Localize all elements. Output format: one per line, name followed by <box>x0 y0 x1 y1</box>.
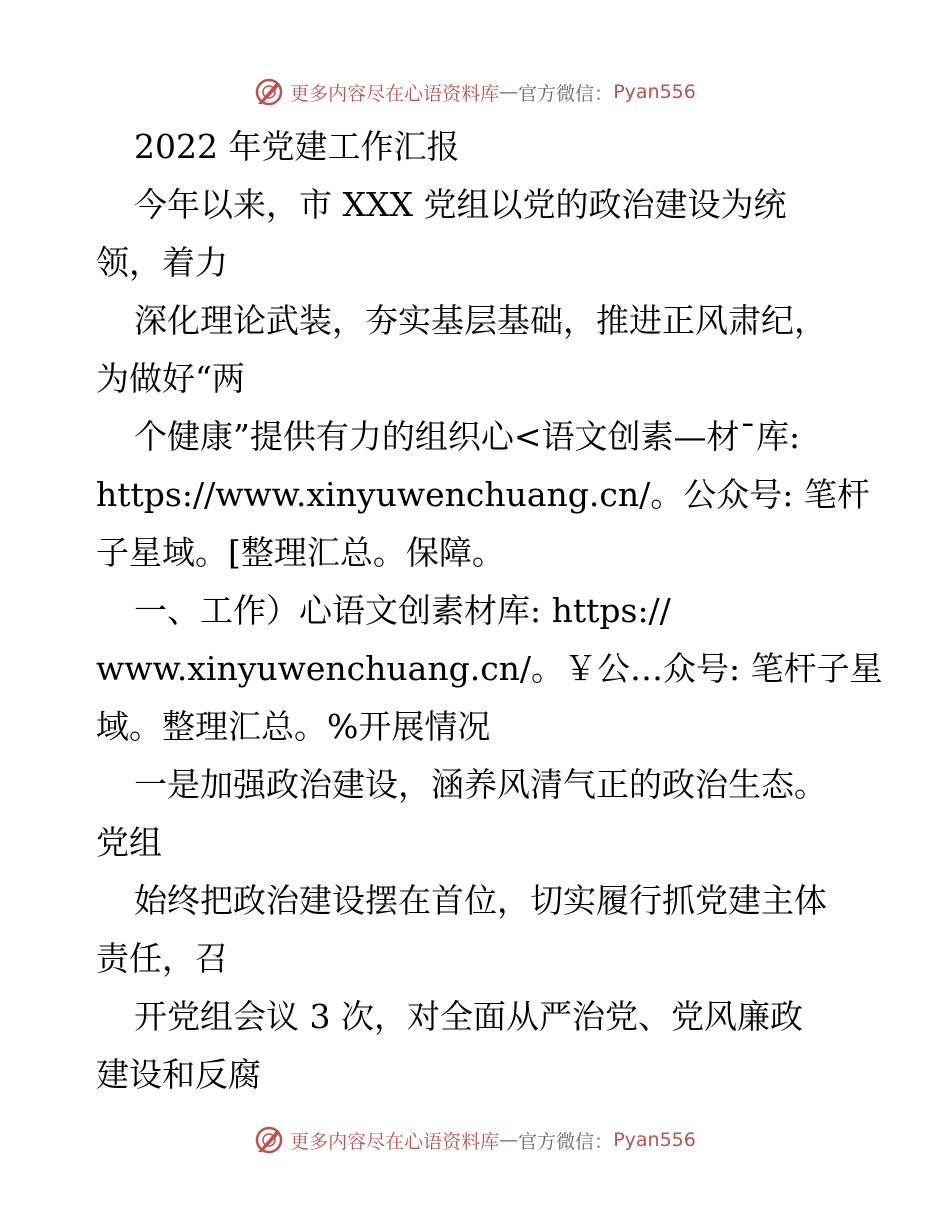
footer-watermark <box>0 1120 950 1160</box>
text-line: 域。整理汇总。%开展情况 <box>96 707 491 746</box>
text-line: 建设和反腐 <box>96 1055 261 1094</box>
watermark-wechat-id: Pyan556 <box>613 1129 696 1151</box>
text-line: 党组 <box>96 823 162 862</box>
document-body <box>96 118 883 1104</box>
text-line: https://www.xinyuwenchuang.cn/。公众号: 笔杆 <box>96 475 870 514</box>
watermark-text: 更多内容尽在心语资料库 <box>290 1130 500 1153</box>
watermark-text: 更多内容尽在心语资料库 <box>290 82 500 105</box>
text-line: 今年以来，市 XXX 党组以党的政治建设为统 <box>134 185 787 224</box>
text-line: 开党组会议 3 次，对全面从严治党、党风廉政 <box>134 997 803 1036</box>
watermark-separator: — <box>499 1129 519 1151</box>
section-heading-line: 一、工作）心语文创素材库: https:// <box>134 591 671 630</box>
document-title: 2022 年党建工作汇报 <box>134 127 460 166</box>
text-line: 始终把政治建设摆在首位，切实履行抓党建主体 <box>134 881 827 920</box>
text-line: 领，着力 <box>96 243 228 282</box>
text-line: 一是加强政治建设，涵养风清气正的政治生态。 <box>134 765 827 804</box>
quill-seal-icon <box>254 1125 284 1155</box>
watermark-separator: — <box>499 81 519 103</box>
watermark-wechat-id: Pyan556 <box>613 81 696 103</box>
text-line: 子星域。[整理汇总。保障。 <box>96 533 505 572</box>
text-line: www.xinyuwenchuang.cn/。￥公…众号: 笔杆子星 <box>96 649 883 688</box>
text-line: 责任，召 <box>96 939 228 978</box>
header-watermark <box>0 72 950 112</box>
text-line: 为做好“两 <box>96 359 245 398</box>
text-line: 深化理论武装，夯实基层基础，推进正风肃纪， <box>134 301 827 340</box>
watermark-label: 官方微信： <box>518 1130 614 1153</box>
quill-seal-icon <box>254 77 284 107</box>
text-line: 个健康”提供有力的组织心<语文创素—材¯库: <box>134 417 801 456</box>
watermark-label: 官方微信： <box>518 82 614 105</box>
